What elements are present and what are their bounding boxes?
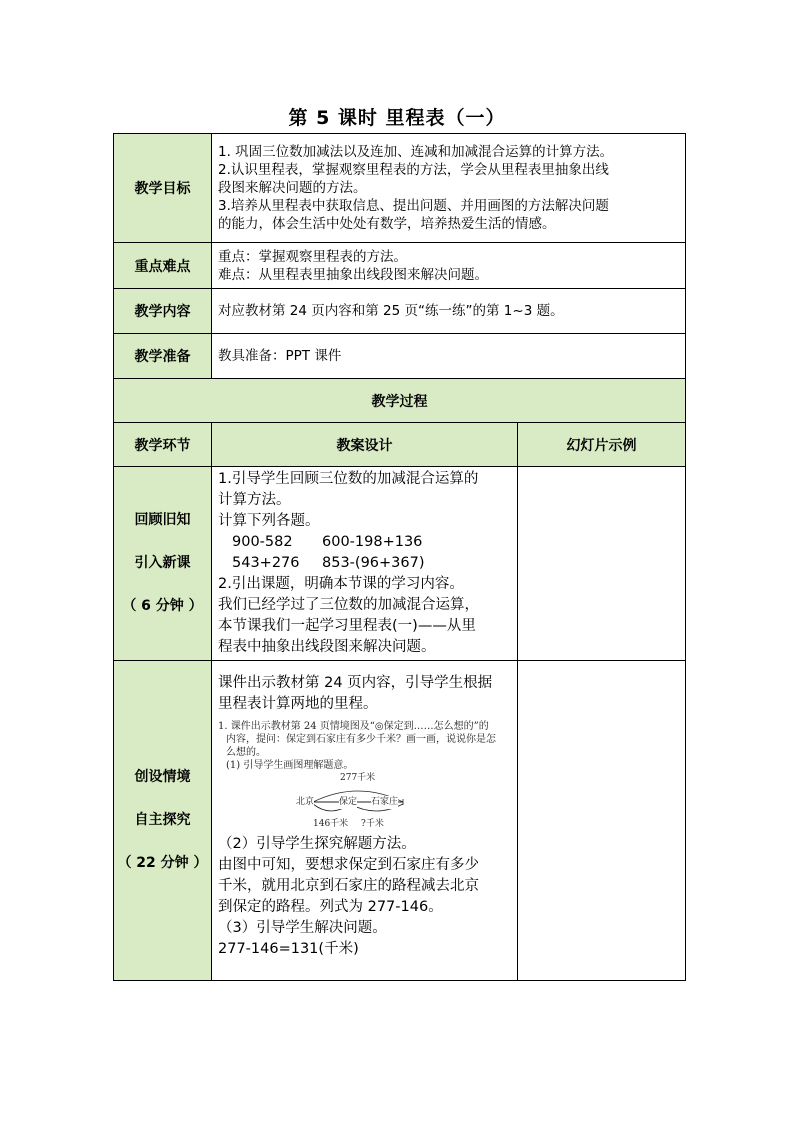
stage2-line: 课件出示教材第 24 页内容，引导学生根据: [218, 675, 493, 691]
process-header-row: [114, 379, 686, 423]
stage2-line: （3）引导学生解决问题。: [218, 920, 387, 936]
preparation-label: 教学准备: [114, 334, 212, 379]
column-header-row: [114, 423, 686, 467]
stage2-line: 千米，就用北京到石家庄的路程减去北京: [218, 878, 479, 894]
exercise: 853-(96+367): [322, 555, 425, 571]
stage1-line: 1.引导学生回顾三位数的加减混合运算的: [218, 471, 479, 487]
stage1-line: 本节课我们一起学习里程表(一)——从里: [218, 618, 476, 634]
stage1-label-line: （ 6 分钟 ）: [122, 598, 203, 614]
objective-line: 3.培养从里程表中获取信息、提出问题、并用画图的方法解决问题: [218, 198, 609, 214]
exercise: 543+276: [232, 555, 300, 571]
stage1-line: 我们已经学过了三位数的加减混合运算，: [218, 597, 479, 613]
preparation-row: [114, 334, 686, 379]
stage2-label-line: 创设情境: [134, 769, 191, 785]
line-segment-diagram: [218, 772, 508, 832]
stage2-line: 到保定的路程。列式为 277-146。: [218, 899, 443, 915]
objectives-label: 教学目标: [114, 134, 212, 243]
textbook-excerpt: [218, 720, 511, 832]
diagram-total: 277千米: [340, 773, 376, 783]
key-points-label: 重点难点: [114, 243, 212, 289]
stage2-row: [114, 661, 686, 981]
stage2-line: 由图中可知，要想求保定到石家庄有多少: [218, 857, 479, 873]
stage1-line: 程表中抽象出线段图来解决问题。: [218, 639, 436, 655]
content-label: 教学内容: [114, 289, 212, 334]
key-point-line: 难点：从里程表里抽象出线段图来解决问题。: [218, 266, 488, 283]
excerpt-line: 1. 课件出示教材第 24 页情境图及“◎保定到……怎么想的”的: [218, 721, 489, 732]
process-header: 教学过程: [114, 379, 686, 423]
diagram-part: 146千米: [313, 819, 349, 829]
objectives-content: [212, 134, 686, 243]
exercise-row: [218, 553, 511, 574]
key-points-content: [212, 243, 686, 289]
stage1-label-line: 引入新课: [134, 555, 191, 571]
excerpt-line: (1) 引导学生画图理解题意。: [226, 760, 354, 771]
stage1-row: [114, 467, 686, 661]
diagram-part: ?千米: [361, 819, 384, 829]
content-row: [114, 289, 686, 334]
exercise: 900-582: [232, 534, 293, 550]
objectives-row: [114, 134, 686, 243]
stage1-line: 2.引出课题，明确本节课的学习内容。: [218, 576, 464, 592]
exercise: 600-198+136: [322, 534, 423, 550]
stage2-label: [114, 661, 212, 981]
key-point-line: 重点：掌握观察里程表的方法。: [218, 248, 407, 265]
stage1-label-line: 回顾旧知: [134, 512, 191, 528]
stage2-line: 里程表计算两地的里程。: [218, 696, 378, 712]
stage2-slides: [518, 661, 686, 981]
objective-line: 1. 巩固三位数加减法以及连加、连减和加减混合运算的计算方法。: [218, 144, 614, 160]
objective-line: 2.认识里程表，掌握观察里程表的方法，学会从里程表里抽象出线: [218, 162, 609, 178]
column-header-design: 教案设计: [212, 423, 518, 467]
lesson-plan-table: [113, 133, 686, 981]
exercise-row: [218, 532, 511, 553]
key-points-row: [114, 243, 686, 289]
stage1-line: 计算方法。: [218, 492, 291, 508]
stage1-slides: [518, 467, 686, 661]
page-title: 第 5 课时 里程表（一）: [288, 107, 506, 129]
excerpt-line: 么想的。: [226, 747, 266, 758]
preparation-text: 教具准备：PPT 课件: [212, 334, 686, 379]
diagram-city: 石家庄: [371, 797, 399, 807]
diagram-city: 保定: [339, 797, 358, 807]
stage1-line: 计算下列各题。: [218, 513, 320, 529]
excerpt-line: 内容，提问：保定到石家庄有多少千米？画一画，说说你是怎: [226, 734, 496, 745]
stage2-line: 277-146=131(千米): [218, 941, 359, 957]
objective-line: 段图来解决问题的方法。: [218, 180, 367, 196]
stage2-label-line: （ 22 分钟 ）: [117, 855, 208, 871]
stage2-label-line: 自主探究: [134, 812, 191, 828]
stage1-design: [212, 467, 518, 661]
diagram-city: 北京: [296, 797, 315, 807]
objective-line: 的能力，体会生活中处处有数学，培养热爱生活的情感。: [218, 216, 556, 232]
stage2-line: （2）引导学生探究解题方法。: [218, 836, 416, 852]
column-header-slides: 幻灯片示例: [518, 423, 686, 467]
stage2-design: [212, 661, 518, 981]
column-header-stage: 教学环节: [114, 423, 212, 467]
content-text: 对应教材第 24 页内容和第 25 页“练一练”的第 1~3 题。: [212, 289, 686, 334]
stage1-label: [114, 467, 212, 661]
